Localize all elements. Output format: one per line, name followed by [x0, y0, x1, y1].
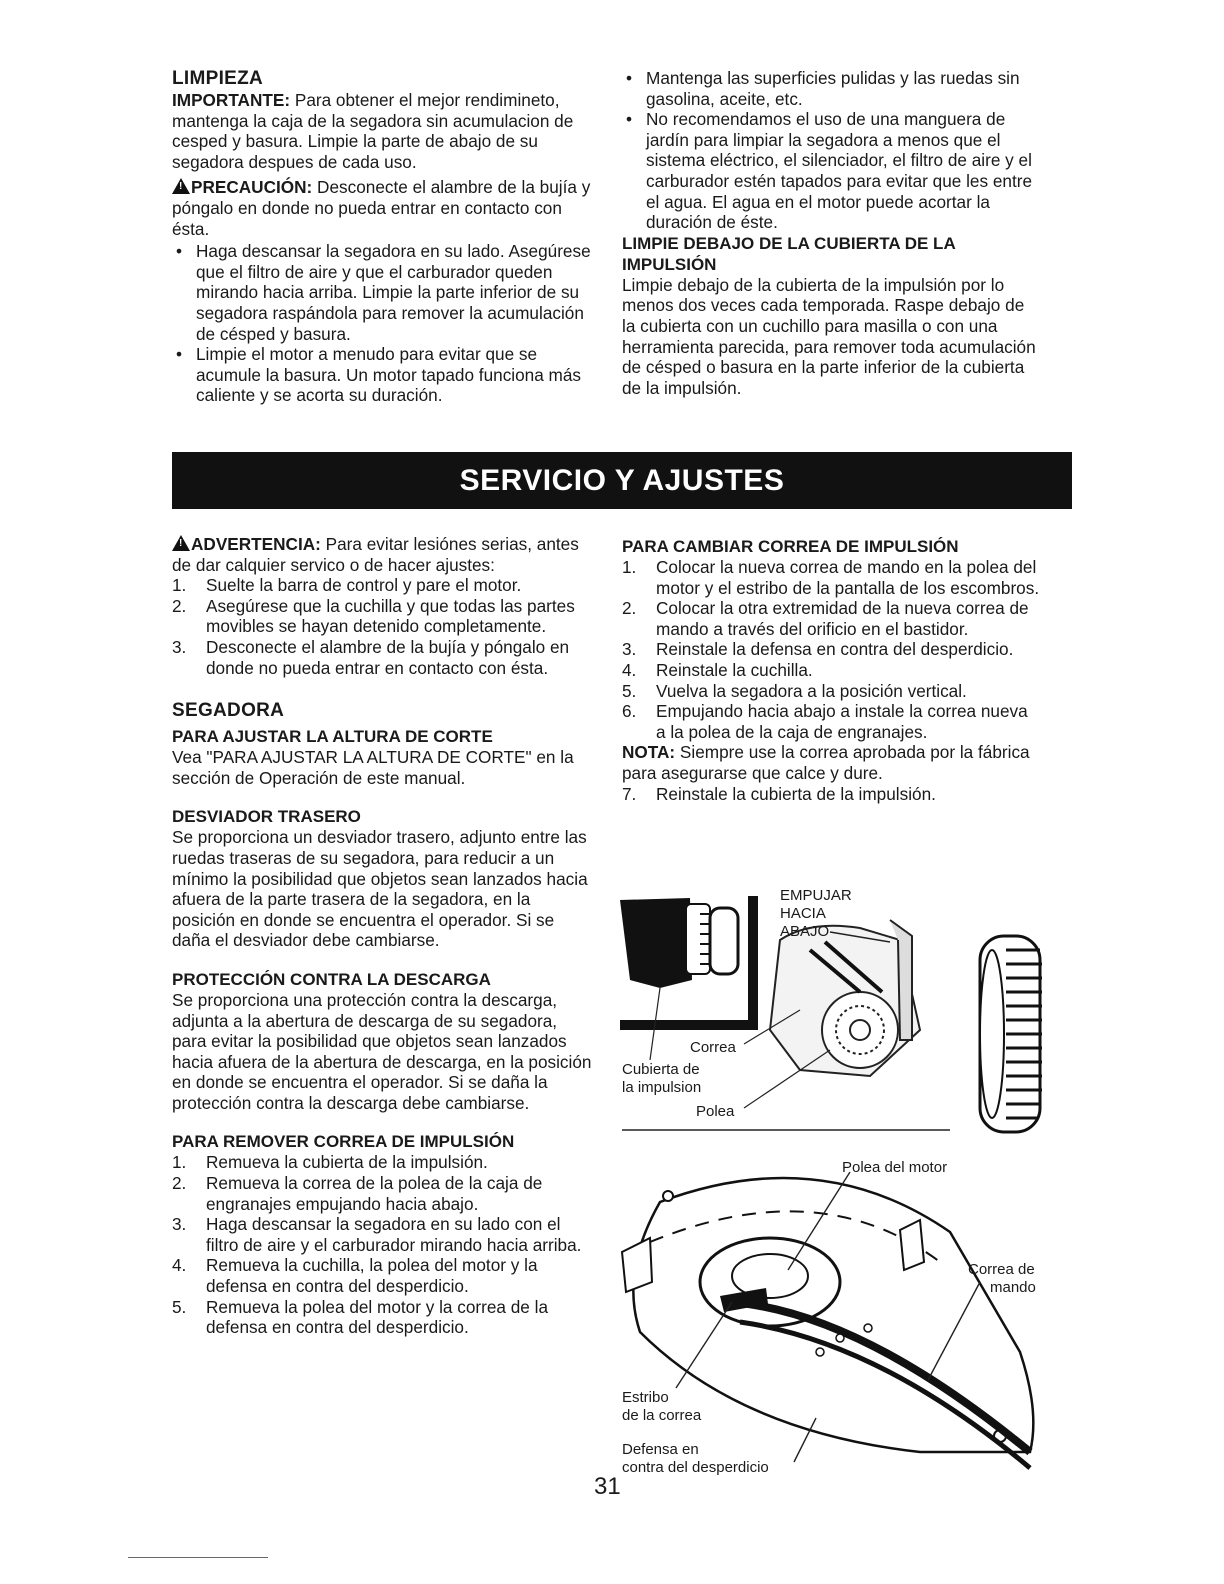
step-number: 3. — [172, 1214, 187, 1235]
advertencia-steps — [172, 575, 596, 678]
cambiar-steps — [622, 557, 1042, 742]
label-defensa-2: contra del desperdicio — [622, 1459, 769, 1476]
limpie-debajo-text: Limpie debajo de la cubierta de la impulsión por lo menos dos veces cada temporada. Raspe debajo de la cubierta con un cuchillo para masilla o con una herramienta parecida, para remover toda acumulación de césped o basura en la parte inferior de la cubierta de la impulsión. — [622, 274, 1036, 398]
step-text: Asegúrese que la cuchilla y que todas las partes movibles se hayan detenido completamente. — [206, 595, 575, 637]
step-text: Suelte la barra de control y pare el motor. — [206, 575, 522, 596]
label-estribo-2: de la correa — [622, 1407, 702, 1424]
step-number: 1. — [172, 575, 187, 596]
cambiar-step-7 — [622, 784, 1042, 805]
list-item — [172, 1255, 596, 1296]
bolt-hole — [663, 1191, 673, 1201]
list-item: • Limpie el motor a menudo para evitar que se acumule la basura. Un motor tapado funciona más caliente y se acorta su duración. — [172, 344, 594, 406]
label-cubierta-2: la impulsion — [622, 1079, 702, 1096]
leader-polea — [744, 1050, 830, 1108]
desviador-text: Se proporciona un desviador trasero, adjunto entre las ruedas traseras de su segadora, para reducir a un mínimo la posibilidad que objetos sean lanzados hacia afuera de la parte trasera de la segadora, en la posición en donde se encuentra el operador. Si se daña el desviador debe cambiarse. — [172, 827, 588, 951]
precaucion-label: PRECAUCIÓN: — [191, 177, 313, 198]
right-top-section — [622, 68, 1042, 398]
list-item — [622, 639, 1042, 660]
shield-hole — [816, 1348, 824, 1356]
label-abajo: ABAJO — [780, 923, 830, 940]
label-defensa-1: Defensa en — [622, 1441, 699, 1458]
precaucion-text: Desconecte el alambre de la bujía y póngalo en donde no pueda entrar en contacto con ésta. — [172, 177, 591, 239]
list-item — [172, 1297, 596, 1338]
label-hacia: HACIA — [780, 905, 826, 922]
limpieza-bullets — [172, 241, 594, 406]
step-number: 1. — [172, 1152, 187, 1173]
body-shape — [620, 898, 692, 988]
cambiar-section — [622, 536, 1042, 804]
remover-steps — [172, 1152, 596, 1337]
step-number: 4. — [172, 1255, 187, 1276]
shield-hole — [864, 1324, 872, 1332]
wheel-hub — [710, 908, 738, 974]
step-number: 4. — [622, 659, 637, 680]
debris-shield-figure — [620, 1152, 1050, 1482]
pulley-hub — [850, 1020, 870, 1040]
proteccion-text: Se proporciona una protección contra la descarga, adjunta a la abertura de descarga de su segadora, para evitar la posibilidad que objetos sean lanzados hacia afuera de la abertura de descarga, en la posición en donde se encuentra el operador. Si se daña la protección contra la descarga debe cambiarse. — [172, 989, 592, 1113]
segadora-heading: SEGADORA — [172, 700, 285, 722]
proteccion-heading: PROTECCIÓN CONTRA LA DESCARGA — [172, 969, 491, 989]
list-item — [622, 660, 1042, 681]
list-item — [622, 701, 1042, 742]
list-item: • No recomendamos el uso de una manguera de jardín para limpiar la segadora a menos que el sistema eléctrico, el silenciador, el filtro de aire y el carburador estén tapados para evitar que les entre el agua. El agua en el motor puede acortar la duración de éste. — [622, 109, 1042, 233]
step-text: Colocar la nueva correa de mando en la polea del motor y el estribo de la pantalla de los escombros. — [656, 557, 1040, 598]
list-item — [172, 1173, 596, 1214]
step-text: Reinstale la cuchilla. — [656, 659, 813, 680]
page-number: 31 — [594, 1473, 621, 1500]
step-number: 2. — [172, 595, 187, 616]
step-text: Remueva la polea del motor y la correa de la defensa en contra del desperdicio. — [206, 1296, 549, 1338]
label-polea-motor: Polea del motor — [842, 1159, 948, 1176]
step-text: Remueva la cuchilla, la polea del motor y la defensa en contra del desperdicio. — [206, 1255, 538, 1297]
step-text: Colocar la otra extremidad de la nueva correa de mando a través del orificio en el bastidor. — [656, 598, 1029, 639]
warning-triangle-icon — [172, 535, 190, 551]
step-number: 2. — [172, 1173, 187, 1194]
label-estribo-1: Estribo — [622, 1389, 669, 1406]
right-top-bullets — [622, 68, 1042, 233]
importante-label: IMPORTANTE: — [172, 90, 291, 110]
precaucion-paragraph — [172, 177, 594, 239]
step-text: Empujando hacia abajo a instale la correa nueva a la polea de la caja de engranajes. — [656, 701, 1028, 742]
step-number: 7. — [622, 783, 637, 804]
cambiar-heading: PARA CAMBIAR CORREA DE IMPULSIÓN — [622, 537, 959, 556]
label-cubierta-1: Cubierta de — [622, 1061, 700, 1078]
label-polea: Polea — [696, 1103, 735, 1120]
list-item — [172, 1214, 596, 1255]
drive-cover-figure — [620, 880, 1050, 1150]
label-correa-mando-2: mando — [990, 1279, 1036, 1296]
label-empujar: EMPUJAR — [780, 887, 852, 904]
list-item — [172, 637, 596, 678]
step-number: 5. — [622, 680, 637, 701]
desviador-heading: DESVIADOR TRASERO — [172, 807, 361, 827]
importante-text: Para obtener el mejor rendimineto, mantenga la caja de la segadora sin acumulacion de cesped y basura. Limpie la parte de abajo de su segadora despues de cada uso. — [172, 90, 574, 172]
step-number: 1. — [622, 557, 637, 577]
step-text: Reinstale la cubierta de la impulsión. — [656, 783, 936, 804]
limpieza-section — [172, 68, 594, 406]
banner-title: SERVICIO Y AJUSTES — [459, 464, 785, 497]
advertencia-text: Para evitar lesiónes serias, antes de dar calquier servico o de hacer ajustes: — [172, 534, 579, 575]
list-item — [622, 557, 1042, 598]
list-item — [622, 598, 1042, 639]
list-item: • Mantenga las superficies pulidas y las ruedas sin gasolina, aceite, etc. — [622, 68, 1042, 109]
step-text: Remueva la correa de la polea de la caja de engranajes empujando hacia abajo. — [206, 1173, 543, 1214]
importante-paragraph — [172, 90, 594, 172]
nota-paragraph — [622, 742, 1042, 783]
list-item — [622, 681, 1042, 702]
list-item: • Haga descansar la segadora en su lado. Asegúrese que el filtro de aire y que el carburador queden mirando hacia arriba. Limpie la parte inferior de su segadora raspándola para remover la acumulación de césped y basura. — [172, 241, 594, 344]
shield-tab-right — [900, 1220, 924, 1270]
remover-heading: PARA REMOVER CORREA DE IMPULSIÓN — [172, 1132, 515, 1152]
label-correa: Correa — [690, 1039, 736, 1056]
footer-line — [128, 1557, 268, 1558]
wheel-large-rim — [980, 950, 1004, 1118]
step-number: 2. — [622, 598, 637, 619]
step-number: 3. — [622, 639, 637, 660]
limpie-debajo-heading: LIMPIE DEBAJO DE LA CUBIERTA DE LA IMPULSIÓN — [622, 233, 956, 274]
altura-text: Vea "PARA AJUSTAR LA ALTURA DE CORTE" en la sección de Operación de este manual. — [172, 747, 574, 788]
warning-triangle-icon — [172, 178, 190, 194]
advertencia-label: ADVERTENCIA: — [191, 534, 321, 554]
step-number: 3. — [172, 636, 187, 657]
limpieza-heading: LIMPIEZA — [172, 68, 264, 89]
step-number: 6. — [622, 701, 637, 722]
step-text: Desconecte el alambre de la bujía y póngalo en donde no pueda entrar en contacto con ésta. — [206, 636, 570, 678]
shield-tab-left — [622, 1238, 652, 1292]
step-text: Vuelva la segadora a la posición vertical. — [656, 680, 967, 701]
label-correa-mando-1: Correa de — [968, 1261, 1035, 1278]
shield-hole — [836, 1334, 844, 1342]
advertencia-paragraph — [172, 534, 596, 575]
altura-heading: PARA AJUSTAR LA ALTURA DE CORTE — [172, 727, 493, 747]
list-item — [622, 784, 1042, 805]
motor-pulley-center — [732, 1254, 808, 1298]
step-text: Reinstale la defensa en contra del desperdicio. — [656, 639, 1014, 660]
list-item — [172, 575, 596, 596]
section-banner — [172, 452, 1072, 509]
list-item — [172, 1152, 596, 1173]
step-number: 5. — [172, 1296, 187, 1317]
left-bottom-section — [172, 534, 596, 1338]
nota-text: Siempre use la correa aprobada por la fábrica para asegurarse que calce y dure. — [622, 742, 1030, 783]
list-item — [172, 596, 596, 637]
step-text: Haga descansar la segadora en su lado con el filtro de aire y el carburador mirando hacia arriba. — [206, 1214, 582, 1255]
step-text: Remueva la cubierta de la impulsión. — [206, 1152, 488, 1173]
nota-label: NOTA: — [622, 742, 676, 763]
